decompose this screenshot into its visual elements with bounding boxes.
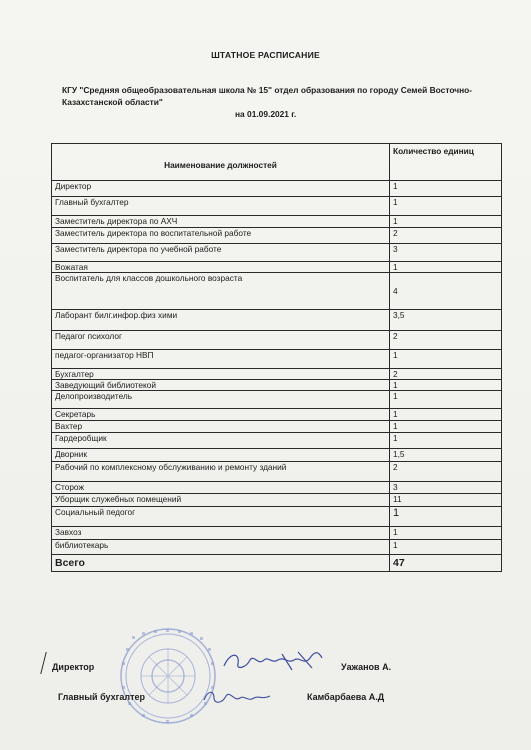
- header-count: Количество единиц: [390, 144, 502, 181]
- official-stamp: [118, 626, 218, 726]
- total-row: [52, 555, 502, 572]
- date-line: на 01.09.2021 г.: [235, 109, 297, 119]
- count-cell: 1: [390, 216, 502, 228]
- table-row: [52, 380, 502, 391]
- director-name: Уажанов А.: [341, 662, 392, 672]
- table-row: [52, 369, 502, 380]
- table-row: [52, 228, 502, 244]
- position-cell: педагог-организатор НВП: [52, 350, 390, 369]
- director-title: Директор: [52, 662, 95, 672]
- count-cell: 11: [390, 494, 502, 507]
- table-row: [52, 244, 502, 262]
- table-row: [52, 540, 502, 555]
- count-cell: 2: [390, 228, 502, 244]
- count-cell: 3,5: [390, 310, 502, 331]
- position-cell: Лаборант билг.инфор.физ хими: [52, 310, 390, 331]
- position-cell: Дворник: [52, 449, 390, 462]
- count-cell: 1: [390, 527, 502, 540]
- count-cell: 3: [390, 244, 502, 262]
- count-cell: 1: [390, 433, 502, 449]
- count-cell: 1: [390, 391, 502, 409]
- document-title: ШТАТНОЕ РАСПИСАНИЕ: [211, 50, 320, 60]
- count-cell: 1: [390, 507, 502, 527]
- position-cell: Уборщик служебных помещений: [52, 494, 390, 507]
- position-cell: Гардеробщик: [52, 433, 390, 449]
- table-header-row: [52, 144, 502, 181]
- position-cell: библиотекарь: [52, 540, 390, 555]
- accountant-title: Главный бухгалтер: [58, 692, 146, 702]
- position-cell: Вахтер: [52, 421, 390, 433]
- count-cell: 4: [390, 273, 502, 310]
- count-cell: 1: [390, 540, 502, 555]
- position-cell: Сторож: [52, 482, 390, 494]
- position-cell: Бухгалтер: [52, 369, 390, 380]
- position-cell: Воспитатель для классов дошкольного возраста: [52, 273, 390, 310]
- count-cell: 2: [390, 331, 502, 350]
- position-cell: Заместитель директора по воспитательной работе: [52, 228, 390, 244]
- position-cell: Вожатая: [52, 262, 390, 273]
- table-row: [52, 494, 502, 507]
- director-signature: [222, 648, 334, 674]
- count-cell: 3: [390, 482, 502, 494]
- position-cell: Завхоз: [52, 527, 390, 540]
- position-cell: Делопроизводитель: [52, 391, 390, 409]
- table-row: [52, 262, 502, 273]
- position-cell: Секретарь: [52, 409, 390, 421]
- table-row: [52, 331, 502, 350]
- table-row: [52, 421, 502, 433]
- position-cell: Педагог психолог: [52, 331, 390, 350]
- count-cell: 1: [390, 350, 502, 369]
- count-cell: 2: [390, 369, 502, 380]
- count-cell: 1: [390, 421, 502, 433]
- table-row: [52, 449, 502, 462]
- table-row: [52, 507, 502, 527]
- position-cell: Заведующий библиотекой: [52, 380, 390, 391]
- count-cell: 1: [390, 409, 502, 421]
- table-row: [52, 273, 502, 310]
- count-cell: 1: [390, 197, 502, 216]
- table-row: [52, 433, 502, 449]
- count-cell: 1: [390, 380, 502, 391]
- position-cell: Заместитель директора по учебной работе: [52, 244, 390, 262]
- table-row: [52, 462, 502, 482]
- accountant-signature: [202, 686, 274, 708]
- table-row: [52, 409, 502, 421]
- total-value: 47: [390, 555, 502, 572]
- total-label: Всего: [52, 555, 390, 572]
- table-row: [52, 181, 502, 197]
- table-row: [52, 310, 502, 331]
- header-position: Наименование должностей: [52, 144, 390, 181]
- count-cell: 1,5: [390, 449, 502, 462]
- accountant-name: Камбарбаева А.Д: [307, 692, 385, 702]
- organization-name: КГУ "Средняя общеобразовательная школа № 15" отдел образования по городу Семей Восточно-Казахстанской области": [62, 85, 473, 107]
- position-cell: Социальный педогог: [52, 507, 390, 527]
- table-row: [52, 216, 502, 228]
- table-row: [52, 527, 502, 540]
- position-cell: Рабочий по комплексному обслуживанию и ремонту зданий: [52, 462, 390, 482]
- position-cell: Директор: [52, 181, 390, 197]
- table-row: [52, 197, 502, 216]
- count-cell: 1: [390, 262, 502, 273]
- staff-table: [51, 143, 502, 572]
- table-row: [52, 391, 502, 409]
- count-cell: 2: [390, 462, 502, 482]
- count-cell: 1: [390, 181, 502, 197]
- table-row: [52, 482, 502, 494]
- table-row: [52, 350, 502, 369]
- position-cell: Главный бухгалтер: [52, 197, 390, 216]
- position-cell: Заместитель директора по АХЧ: [52, 216, 390, 228]
